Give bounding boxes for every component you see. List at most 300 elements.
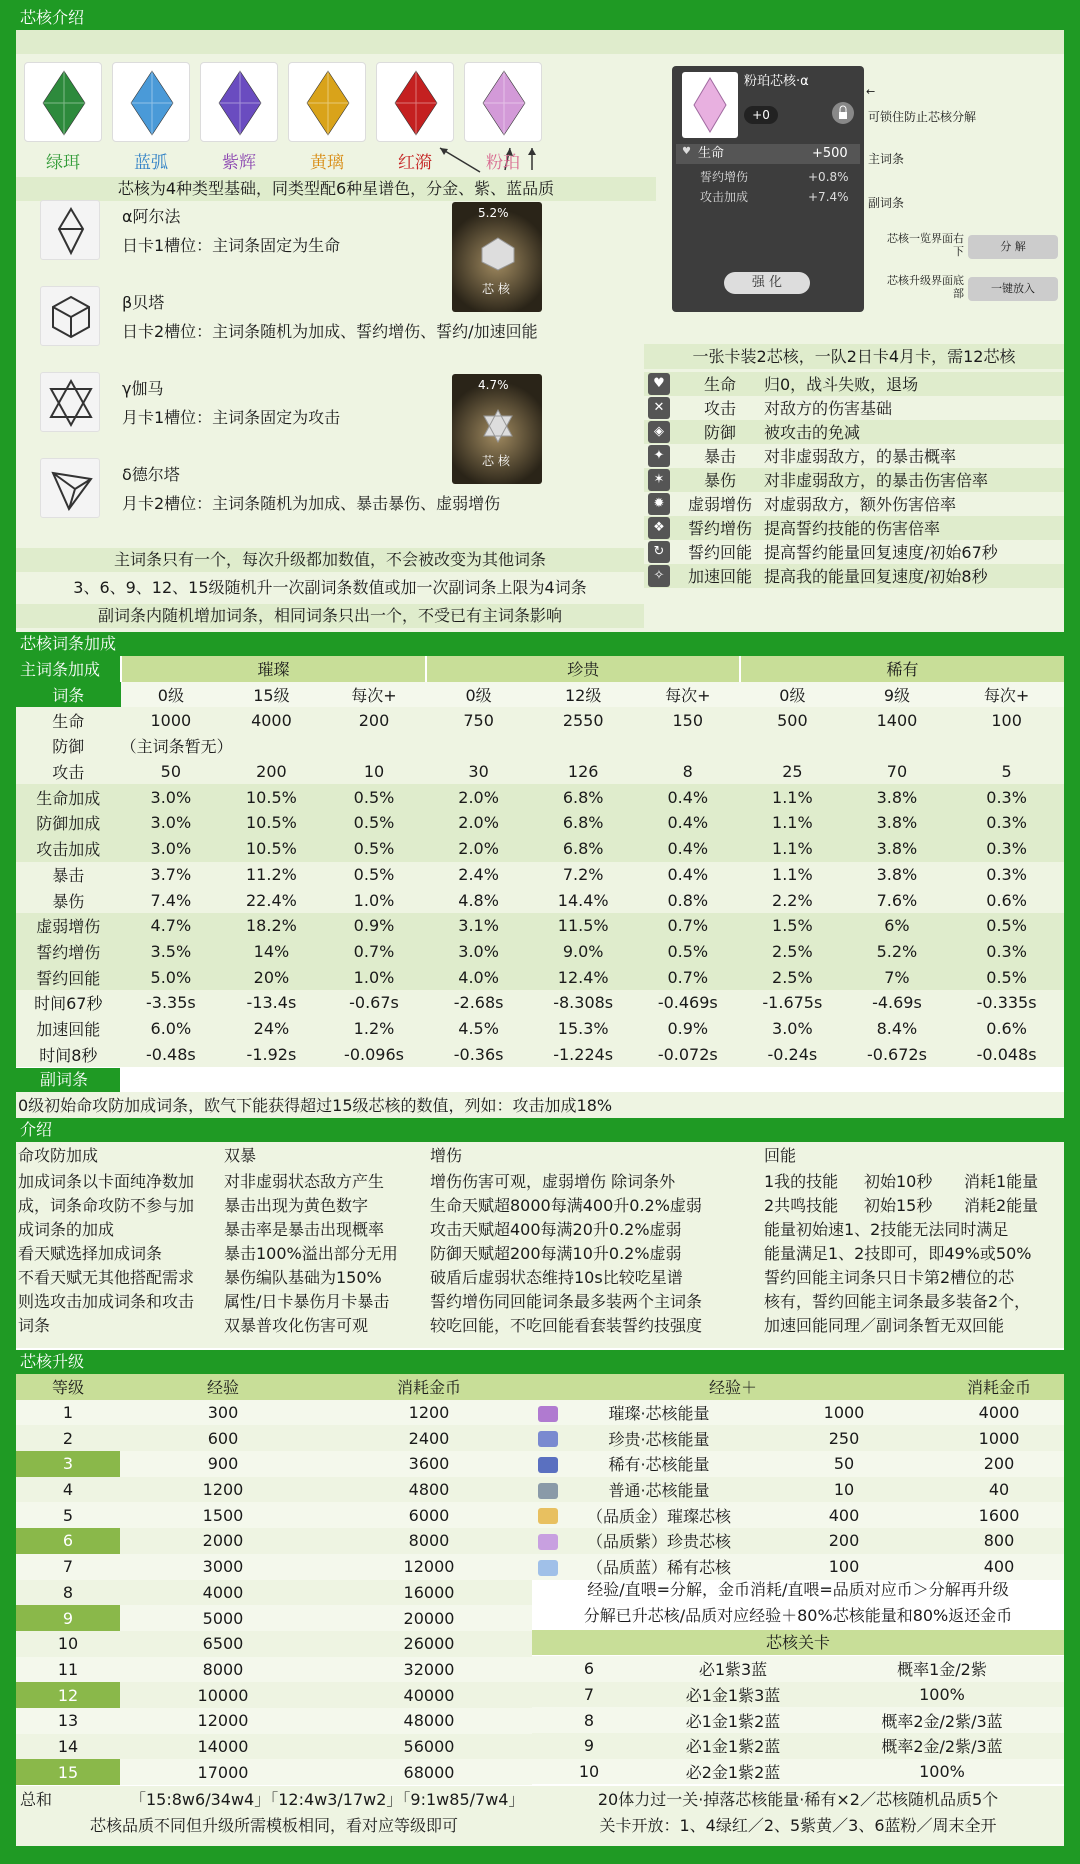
material-icon-cell: [532, 1400, 564, 1426]
gold-cell: 12000: [403, 1557, 455, 1577]
stats-cell: 24%: [253, 1018, 290, 1038]
stats-cell: 1.2%: [353, 1018, 395, 1038]
exp-cell: 12000: [197, 1711, 249, 1731]
intro-note-2: 3、6、9、12、15级随机升一次副词条数值或加一次副词条上限为4词条: [73, 578, 587, 597]
stats-cell: -0.672s: [866, 1044, 927, 1064]
stats-cell: 1.5%: [772, 916, 813, 936]
total-value: 「15:8w6/34w4」「12:4w3/17w2」「9:1w85/7w4」: [130, 1790, 525, 1809]
gold-cell: 48000: [403, 1711, 455, 1731]
intro-line: 芯核为4种类型基础，同类型配6种星谱色，分金、紫、蓝品质: [16, 177, 656, 201]
stats-row-name: 生命加成: [36, 788, 101, 808]
stats-cell: 0.5%: [986, 967, 1027, 987]
stats-cell: 70: [886, 762, 908, 782]
stats-row: [16, 990, 1064, 1016]
stats-cell: 0.4%: [667, 787, 709, 807]
stats-cell: 0.8%: [667, 890, 709, 910]
stats-corner: 主词条加成: [16, 656, 121, 682]
stats-cell: 1.0%: [353, 890, 395, 910]
desc-col2-line: 属性/日卡暴伤月卡暴击: [224, 1292, 390, 1311]
stats-cell: 30: [468, 762, 489, 782]
shield-icon: ◈: [648, 421, 670, 443]
stats-row: [16, 1016, 1064, 1042]
exp-cell: 900: [207, 1454, 239, 1474]
gem-label: 红漪: [398, 153, 432, 173]
stats-cell: 500: [777, 710, 808, 730]
weak-icon: ✹: [648, 493, 670, 515]
stats-cell: 0.5%: [353, 787, 395, 807]
stats-cell: -4.69s: [872, 993, 922, 1013]
desc-col4-skill: 1我的技能: [764, 1172, 839, 1191]
desc-col1-line: 加成词条以卡面纯净数加: [18, 1172, 195, 1191]
stats-cell: 7.2%: [562, 864, 604, 884]
stats-level-header: 每次+: [635, 682, 740, 708]
desc-col3-line: 破盾后虚弱状态维持10s比较吃星谱: [430, 1268, 683, 1287]
desc-col4-time: 初始10秒: [864, 1172, 933, 1191]
desc-col1-line: 则选攻击加成词条和攻击: [18, 1292, 195, 1311]
attr-name: 防御: [703, 423, 736, 442]
stats-cell: -0.096s: [344, 1044, 404, 1064]
level-row: [16, 1502, 532, 1528]
exp-plus-header: 经验＋: [709, 1378, 758, 1398]
level-cell: 10: [57, 1634, 79, 1654]
gem-icon: [303, 69, 353, 137]
stats-cell: 0.5%: [667, 941, 709, 961]
upgrade-bottom-note: 芯核品质不同但升级所需模板相同，看对应等级即可: [89, 1816, 458, 1835]
stats-row: [16, 836, 1064, 862]
attr-desc: 对非虚弱敌方，的暴击伤害倍率: [764, 471, 989, 490]
material-icon-cell: [532, 1477, 564, 1503]
decompose-button[interactable]: 分 解: [968, 235, 1058, 259]
stats-cell: 0.3%: [986, 787, 1027, 807]
stats-row-name: 暴击: [52, 865, 85, 885]
exp-cell: 3000: [202, 1557, 244, 1577]
stats-cell: 0.3%: [986, 813, 1027, 833]
level-cell: 4: [62, 1480, 74, 1500]
stats-row-name: 虚弱增伤: [36, 917, 101, 937]
level-row: [16, 1477, 532, 1503]
exp-header: 经验: [206, 1378, 239, 1398]
core-preview-1-label: 芯 核: [482, 282, 510, 296]
section-header-stats: 芯核词条加成: [16, 632, 1064, 656]
material-row: [532, 1554, 1064, 1580]
stats-row: [16, 862, 1064, 888]
stats-cell: -8.308s: [553, 993, 614, 1013]
level-row: [16, 1657, 532, 1683]
stats-cell: 0.9%: [353, 916, 395, 936]
type-alpha-desc: 日卡1槽位：主词条固定为生命: [122, 236, 341, 255]
crit-icon: ✦: [648, 445, 670, 467]
material-exp: 100: [828, 1557, 860, 1577]
gem-label: 粉珀: [486, 153, 520, 173]
level-row: [16, 1682, 532, 1708]
material-icon: [538, 1534, 558, 1550]
desc-col3-line: 生命天赋超8000每满400升0.2%虚弱: [430, 1196, 702, 1215]
stats-cell: 2.0%: [458, 813, 499, 833]
gem-icon: [215, 69, 265, 137]
stats-cell: -0.67s: [349, 993, 399, 1013]
stats-level-row: [16, 682, 1064, 708]
material-icon-cell: [532, 1554, 564, 1580]
stats-cell: 8: [682, 762, 693, 782]
stage-note-1: 20体力过一关·掉落芯核能量·稀有×2／芯核随机品质5个: [597, 1790, 999, 1809]
level-cell: 1: [62, 1403, 74, 1423]
stage-number: 9: [583, 1736, 595, 1756]
gold-cell: 4800: [408, 1480, 450, 1500]
material-name: 珍贵·芯核能量: [608, 1429, 710, 1449]
stats-cell: 2.0%: [458, 787, 499, 807]
material-gold: 200: [983, 1454, 1015, 1474]
gem-label: 绿珥: [46, 153, 80, 173]
stats-cell: -2.68s: [453, 993, 504, 1013]
stats-level-header: 0级: [121, 682, 222, 708]
desc-col2-line: 暴击100%溢出部分无用: [224, 1244, 398, 1263]
stage-rate: 100%: [919, 1762, 965, 1782]
core-detail-name: 粉珀芯核·α: [744, 74, 809, 89]
section-header-desc: 介绍: [16, 1118, 1064, 1142]
stats-cell: -1.224s: [553, 1044, 614, 1064]
rule-1: 经验/直喂=分解，金币消耗/直喂=品质对应币＞分解再升级: [587, 1580, 1009, 1599]
stats-cell: 3.0%: [458, 941, 499, 961]
gem-label: 紫辉: [222, 153, 256, 173]
gem-card: [24, 62, 102, 142]
desc-col3-line: 防御天赋超200每满10升0.2%虚弱: [430, 1244, 682, 1263]
level-cell: 5: [62, 1505, 74, 1525]
attr-desc: 对虚弱敌方，额外伤害倍率: [764, 495, 957, 514]
main-stat-icon: ♥: [682, 146, 691, 157]
level-row: [16, 1400, 532, 1426]
material-gold: 1000: [978, 1428, 1020, 1448]
core-preview-1-pct: 5.2%: [478, 206, 509, 220]
gem-card: [112, 62, 190, 142]
stats-row: [16, 784, 1064, 810]
stats-cell: 14%: [253, 941, 290, 961]
gem-label: 黄璃: [310, 153, 344, 173]
stats-cell: 0.5%: [353, 864, 395, 884]
stats-cell: 1000: [150, 710, 192, 730]
frame-left: [0, 0, 16, 1864]
core-preview-2-pct: 4.7%: [478, 378, 509, 392]
frame-bottom: [0, 1846, 1080, 1864]
lock-icon[interactable]: [832, 102, 854, 124]
material-name: 璀璨·芯核能量: [608, 1404, 710, 1424]
level-cell: 15: [16, 1759, 120, 1785]
desc-col2-line: 暴伤编队基础为150%: [224, 1268, 382, 1287]
stats-cell: 11.5%: [557, 916, 609, 936]
level-cell: 14: [57, 1736, 79, 1756]
stats-cell: 3.8%: [876, 787, 918, 807]
attr-name: 攻击: [703, 399, 736, 418]
stats-cell: 0.4%: [667, 864, 709, 884]
desc-col3-line: 攻击天赋超400每满20升0.2%虚弱: [430, 1220, 682, 1239]
stats-col-attr: 词条: [16, 682, 121, 708]
stats-cell: 100: [991, 710, 1022, 730]
attr-desc: 对敌方的伤害基础: [764, 399, 893, 418]
stats-level-header: 每次+: [322, 682, 427, 708]
stats-cell: 20%: [253, 967, 290, 987]
stage-note-2: 关卡开放：1、4绿红／2、5紫黄／3、6蓝粉／周末全开: [599, 1816, 997, 1835]
stats-cell: 6.0%: [150, 1018, 192, 1038]
stats-cell: 15.3%: [557, 1018, 609, 1038]
material-exp: 1000: [823, 1403, 865, 1423]
stats-row: [16, 733, 1064, 759]
note-lock-arrow: ←: [866, 85, 876, 98]
stats-level-header: 12级: [531, 682, 636, 708]
level-header: 等级: [51, 1378, 84, 1398]
stats-cell: 25: [782, 762, 803, 782]
stats-cell: 6.8%: [562, 839, 604, 859]
stats-cell: 4.8%: [458, 890, 499, 910]
gold2-header: 消耗金币: [967, 1378, 1032, 1398]
stats-cell: 9.0%: [562, 941, 604, 961]
stats-cell: 11.2%: [246, 864, 297, 884]
stats-cell: 10.5%: [246, 813, 297, 833]
stats-cell: 0.3%: [986, 864, 1027, 884]
stats-cell: 2.5%: [772, 967, 813, 987]
stats-cell: 3.8%: [876, 864, 918, 884]
stats-cell: 0.5%: [353, 839, 395, 859]
stats-cell: -0.048s: [976, 1044, 1037, 1064]
one-key-button[interactable]: 一键放入: [968, 277, 1058, 301]
attr-desc: 提高誓约能量回复速度/初始67秒: [764, 543, 998, 562]
stage-drop: 必1金1紫3蓝: [685, 1686, 781, 1706]
stats-cell: 3.1%: [458, 916, 499, 936]
sub-stat-2-value: +7.4%: [808, 190, 849, 204]
material-exp: 200: [828, 1531, 860, 1551]
material-name: 普通·芯核能量: [608, 1481, 710, 1501]
stats-cell: 3.0%: [772, 1018, 813, 1038]
stats-group-row: [16, 656, 1064, 682]
level-row: [16, 1708, 532, 1734]
stats-cell: 150: [672, 710, 704, 730]
stats-cell: 4000: [251, 710, 292, 730]
stats-row-name: 加速回能: [36, 1019, 101, 1039]
attr-name: 暴伤: [703, 471, 736, 490]
attr-name: 誓约回能: [687, 543, 752, 562]
level-row: [16, 1580, 532, 1606]
stats-cell: 750: [463, 710, 494, 730]
stats-cell: 1.1%: [772, 864, 813, 884]
stats-cell: 3.5%: [150, 941, 192, 961]
stats-cell: 200: [256, 762, 287, 782]
stats-cell: 1.0%: [353, 967, 395, 987]
desc-header: 回能: [764, 1146, 797, 1165]
attr-name: 暴击: [703, 447, 736, 466]
material-row: [532, 1477, 1064, 1503]
stats-row: [16, 707, 1064, 733]
desc-col2-line: 暴击率是暴击出现概率: [224, 1220, 385, 1239]
stats-cell: 10.5%: [246, 839, 297, 859]
level-row: [16, 1605, 532, 1631]
stats-cell: 0.4%: [667, 839, 709, 859]
desc-col4-time: 初始15秒: [864, 1196, 933, 1215]
gamma-shape-icon: [40, 372, 100, 432]
material-row: [532, 1451, 1064, 1477]
gold-cell: 20000: [403, 1608, 455, 1628]
desc-col3-line: 增伤伤害可观，虚弱增伤 除词条外: [430, 1172, 676, 1191]
sub-stat-2-label: 攻击加成: [700, 190, 749, 204]
material-gold: 400: [983, 1557, 1015, 1577]
stats-cell: 7.6%: [876, 890, 918, 910]
type-alpha-name: α阿尔法: [122, 207, 181, 226]
stats-cell: 3.0%: [150, 813, 192, 833]
oath-icon: ❖: [648, 517, 670, 539]
stats-cell: 0.5%: [986, 916, 1027, 936]
desc-col2-line: 双暴普攻化伤害可观: [224, 1316, 369, 1335]
intro-note-1: 主词条只有一个，每次升级都加数值，不会被改变为其他词条: [16, 548, 644, 572]
stage-rate: 概率2金/2紫/3蓝: [881, 1737, 1003, 1757]
stats-cell: 3.0%: [150, 787, 192, 807]
stats-row: [16, 887, 1064, 913]
exp-cell: 600: [207, 1428, 239, 1448]
level-row: [16, 1451, 532, 1477]
desc-header: 双暴: [224, 1146, 257, 1165]
gold-cell: 40000: [403, 1685, 455, 1705]
stage-rate: 概率1金/2紫: [897, 1660, 987, 1680]
desc-col4-line: 核有，誓约回能主词条最多装备2个，: [764, 1292, 1031, 1311]
stats-level-header: 0级: [426, 682, 531, 708]
stats-cell: 3.8%: [876, 813, 918, 833]
stats-cell: 1400: [876, 710, 918, 730]
stats-cell: -1.675s: [762, 993, 823, 1013]
stats-cell: 126: [567, 762, 599, 782]
stats-note: （主词条暂无）: [120, 737, 233, 757]
frame-right: [1064, 0, 1080, 1864]
exp-cell: 17000: [197, 1762, 249, 1782]
oath-energy-icon: ↻: [648, 541, 670, 563]
attr-name: 加速回能: [687, 567, 752, 586]
attr-desc: 对非虚弱敌方，的暴击概率: [764, 447, 957, 466]
stats-cell: 3.8%: [876, 839, 918, 859]
stats-cell: 10.5%: [246, 787, 297, 807]
stats-cell: -0.48s: [145, 1044, 196, 1064]
stats-row-name: 时间67秒: [34, 994, 103, 1014]
stats-cell: -0.469s: [657, 993, 718, 1013]
main-stat-label: 生命: [698, 146, 725, 161]
stats-table: [16, 656, 1064, 1067]
desc-col4-line: 能量满足1、2技即可，即49%或50%: [764, 1244, 1032, 1263]
intro-top-band: [16, 30, 1064, 54]
material-row: [532, 1425, 1064, 1451]
desc-header: 增伤: [430, 1146, 463, 1165]
stats-cell: 2.4%: [458, 864, 499, 884]
stats-cell: 6.8%: [562, 787, 604, 807]
stats-cell: 2.0%: [458, 839, 499, 859]
gem-icon: [39, 69, 89, 137]
material-icon: [538, 1508, 558, 1524]
attr-desc: 被攻击的免减: [764, 423, 861, 442]
main-stat-value: +500: [812, 146, 848, 161]
material-icon: [538, 1483, 558, 1499]
stats-row-name: 攻击: [52, 763, 85, 783]
gem-card: [200, 62, 278, 142]
stats-cell: 0.7%: [667, 967, 709, 987]
stats-level-header: 每次+: [949, 682, 1064, 708]
critdmg-icon: ✶: [648, 469, 670, 491]
stage-number: 10: [578, 1762, 600, 1782]
type-delta-desc: 月卡2槽位：主词条随机为加成、暴击暴伤、虚弱增伤: [122, 494, 501, 513]
level-cell: 8: [62, 1582, 74, 1602]
exp-cell: 300: [207, 1403, 239, 1423]
exp-cell: 5000: [202, 1608, 244, 1628]
stage-drop: 必2金1紫2蓝: [685, 1763, 781, 1783]
material-icon: [538, 1406, 558, 1422]
material-exp: 10: [833, 1480, 855, 1500]
enhance-button[interactable]: 强 化: [724, 272, 810, 294]
stats-cell: 14.4%: [557, 890, 609, 910]
gem-icon: [127, 69, 177, 137]
gold-cell: 68000: [403, 1762, 455, 1782]
stats-cell: 0.7%: [353, 941, 395, 961]
material-row: [532, 1400, 1064, 1426]
desc-col2-line: 对非虚弱状态敌方产生: [224, 1172, 385, 1191]
stats-cell: -1.92s: [246, 1044, 297, 1064]
stats-cell: -0.24s: [767, 1044, 818, 1064]
type-delta-name: δ德尔塔: [122, 465, 180, 484]
stats-cell: 18.2%: [246, 916, 297, 936]
material-name: 稀有·芯核能量: [608, 1455, 710, 1475]
stage-row: [532, 1733, 1064, 1759]
desc-col4-line: 誓约回能主词条只日卡第2槽位的芯: [764, 1268, 1015, 1287]
desc-col3-line: 较吃回能，不吃回能看套装誓约技强度: [430, 1316, 703, 1335]
core-preview-1: [452, 202, 542, 312]
level-header-row: [16, 1374, 532, 1400]
total-label: 总和: [19, 1790, 52, 1809]
material-exp: 250: [828, 1428, 860, 1448]
type-gamma-desc: 月卡1槽位：主词条固定为攻击: [122, 408, 341, 427]
stats-cell: 8.4%: [876, 1018, 918, 1038]
level-cell: 13: [57, 1711, 79, 1731]
alpha-shape-icon: [40, 200, 100, 260]
stats-cell: 1.1%: [772, 787, 813, 807]
attr-name: 誓约增伤: [687, 519, 752, 538]
stage-row: [532, 1759, 1064, 1785]
section-header-intro: 芯核介绍: [16, 6, 1064, 30]
material-icon-cell: [532, 1502, 564, 1528]
speed-icon: ✧: [648, 565, 670, 587]
gold-cell: 8000: [408, 1531, 450, 1551]
stats-cell: 0.7%: [667, 916, 709, 936]
stats-cell: 50: [160, 762, 182, 782]
beta-shape-icon: [40, 286, 100, 346]
stats-group-header: 稀有: [740, 656, 1064, 682]
attr-desc: 归0，战斗失败，退场: [764, 375, 919, 394]
gold-cell: 26000: [403, 1634, 455, 1654]
desc-col4-cost: 消耗1能量: [964, 1172, 1039, 1191]
stats-cell: 0.6%: [986, 1018, 1027, 1038]
stage-row: [532, 1682, 1064, 1708]
gem-icon: [479, 69, 529, 137]
material-row: [532, 1528, 1064, 1554]
attr-desc: 提高我的能量回复速度/初始8秒: [764, 567, 988, 586]
stats-cell: -0.335s: [976, 993, 1037, 1013]
level-table: [16, 1374, 532, 1785]
type-beta-desc: 日卡2槽位：主词条随机为加成、誓约增伤、誓约/加速回能: [122, 322, 538, 341]
stats-cell: 3.7%: [150, 864, 192, 884]
stats-level-header: 9级: [845, 682, 950, 708]
stats-cell: -3.35s: [145, 993, 196, 1013]
stats-group-header: 璀璨: [121, 656, 427, 682]
stats-row: [16, 759, 1064, 785]
desc-col1-line: 看天赋选择加成词条: [18, 1244, 163, 1263]
stats-cell: 4.7%: [150, 916, 192, 936]
level-cell: 6: [16, 1528, 120, 1554]
stats-row-name: 生命: [52, 711, 85, 731]
stats-cell: 0.5%: [353, 813, 395, 833]
level-cell: 3: [16, 1451, 120, 1477]
gem-icon: [391, 69, 441, 137]
material-table: [532, 1374, 1064, 1580]
stats-row-name: 攻击加成: [36, 840, 101, 860]
